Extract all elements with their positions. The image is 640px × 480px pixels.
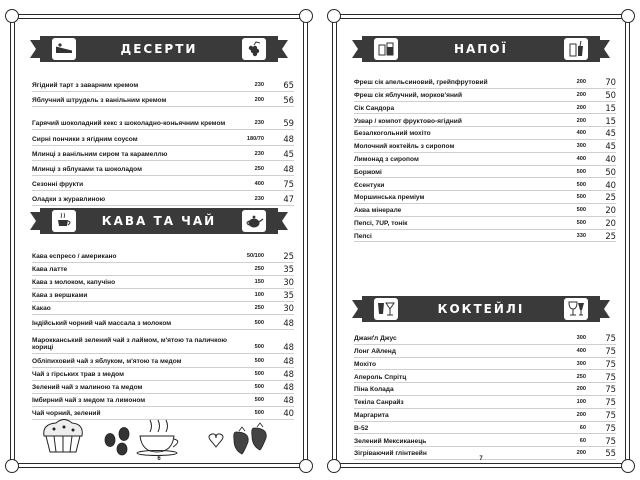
menu-item-price: 75 — [605, 435, 616, 446]
menu-item-weight: 500 — [254, 320, 264, 327]
menu-item-name: Моршинська преміум — [354, 194, 425, 202]
menu-item-price: 48 — [283, 355, 294, 366]
menu-item-price: 75 — [605, 346, 616, 356]
coffee-tea-banner — [40, 208, 278, 234]
menu-item-name: Єсентуки — [354, 181, 385, 189]
menu-item-weight: 200 — [576, 386, 586, 393]
menu-item-name: Яблучний штрудель з ванільним кремом — [32, 97, 167, 105]
menu-item-price: 55 — [605, 448, 616, 459]
menu-item-row — [354, 114, 616, 127]
menu-item-name: Ягідний тарт з заварним кремом — [32, 81, 139, 89]
menu-item-weight: 100 — [254, 292, 264, 299]
menu-item-row — [32, 315, 294, 330]
teacup-illustration — [137, 420, 178, 456]
menu-item-weight: 500 — [254, 344, 264, 351]
strawberries-illustration — [234, 423, 267, 454]
menu-item-price: 50 — [605, 90, 616, 100]
menu-item-name: Чай з гірських трав з медом — [32, 370, 124, 378]
menu-item-price: 30 — [283, 303, 294, 314]
menu-item-weight: 250 — [576, 373, 586, 380]
menu-item-name: Кава латте — [32, 266, 68, 274]
menu-item-price: 20 — [605, 217, 616, 228]
menu-item-weight: 300 — [576, 335, 586, 342]
coffee-beans-illustration — [105, 428, 129, 456]
menu-item-row — [354, 217, 616, 230]
menu-item-name: Узвар / компот фруктово-ягідний — [354, 117, 462, 125]
menu-item-weight: 230 — [254, 195, 264, 202]
menu-item-weight: 200 — [576, 104, 586, 111]
menu-item-price: 15 — [605, 115, 616, 126]
menu-item-row — [32, 289, 294, 302]
menu-item-row — [32, 354, 294, 368]
menu-item-name: Млинці з ванільним сиром та карамеллю — [32, 150, 168, 158]
menu-item-price: 75 — [605, 384, 616, 395]
menu-item-name: Мохіто — [354, 360, 377, 368]
menu-item-row — [354, 191, 616, 204]
menu-item-weight: 400 — [576, 348, 586, 354]
menu-item-row — [32, 330, 294, 354]
menu-item-price: 15 — [605, 102, 616, 113]
menu-item-weight: 200 — [576, 411, 586, 418]
menu-item-weight: 500 — [576, 194, 586, 201]
menu-item-row — [354, 166, 616, 179]
page-number: 7 — [479, 456, 483, 462]
menu-item-name: Сезонні фрукти — [32, 180, 84, 188]
menu-item-weight: 500 — [254, 396, 264, 403]
menu-item-price: 25 — [605, 192, 616, 203]
menu-item-weight: 330 — [576, 232, 586, 239]
menu-item-row — [354, 422, 616, 435]
frame-corner-ornament — [621, 9, 635, 23]
menu-item-row — [32, 176, 294, 191]
menu-item-weight: 400 — [576, 155, 586, 162]
frame-corner-ornament — [327, 9, 341, 23]
heart-illustration — [209, 434, 223, 447]
frame-corner-ornament — [5, 9, 19, 23]
menu-item-row — [354, 434, 616, 447]
menu-item-weight: 500 — [576, 168, 586, 175]
menu-item-name: Фреш сік апельсиновий, грейпфрутовий — [354, 79, 488, 87]
menu-item-row — [354, 396, 616, 409]
menu-item-row — [354, 89, 616, 102]
cake-slice-icon — [52, 38, 76, 60]
menu-item-name: Зігріваючий глінтвейн — [354, 450, 427, 458]
menu-item-row — [32, 250, 294, 263]
glass-jar-icon — [374, 38, 398, 60]
menu-item-name: Кава з вершками — [32, 292, 88, 300]
menu-item-row — [354, 370, 616, 383]
menu-item-row — [32, 191, 294, 206]
menu-item-weight: 100 — [576, 399, 586, 406]
menu-item-price: 75 — [605, 358, 616, 369]
menu-item-name: Какао — [32, 305, 51, 313]
menu-item-name: Кава еспресо / американо — [32, 253, 117, 261]
menu-item-name: Зелений чай з малиною та медом — [32, 383, 143, 391]
menu-item-weight: 60 — [579, 437, 586, 444]
menu-item-price: 40 — [283, 407, 294, 418]
menu-item-row — [32, 146, 294, 161]
menu-item-price: 48 — [283, 133, 294, 144]
menu-item-price: 48 — [283, 381, 294, 392]
desserts-list — [32, 76, 294, 206]
menu-item-price: 65 — [283, 79, 294, 90]
menu-item-name: Марокканський зелений чай з лаймом, м'ятою та паличкою кориці — [32, 336, 227, 352]
menu-item-row — [32, 161, 294, 176]
menu-item-price: 35 — [283, 264, 294, 275]
menu-item-name: Безалкогольний мохіто — [354, 130, 431, 138]
menu-item-price: 75 — [605, 409, 616, 420]
menu-item-weight: 500 — [254, 383, 264, 390]
menu-item-name: Кава з молоком, капучіно — [32, 279, 116, 287]
menu-item-name: Млинці з яблуками та шоколадом — [32, 165, 142, 173]
menu-item-price: 75 — [605, 397, 616, 408]
menu-item-name: Гарячий шоколадний кекс з шоколадно-коньячним кремом — [32, 120, 226, 128]
menu-item-price: 48 — [283, 394, 294, 405]
menu-item-price: 75 — [283, 178, 294, 189]
menu-item-row — [354, 76, 616, 89]
menu-item-price: 75 — [605, 333, 616, 344]
menu-item-name: Лонг Айленд — [354, 348, 396, 355]
menu-item-row — [354, 127, 616, 140]
menu-page-right — [332, 14, 630, 468]
teapot-icon — [242, 210, 266, 232]
menu-item-price: 20 — [605, 205, 616, 216]
juice-pitcher-icon — [564, 38, 588, 60]
food-illustrations — [36, 414, 282, 456]
menu-item-weight: 500 — [576, 207, 586, 214]
menu-item-name: Обліпиховий чай з яблуком, м'ятою та медом — [32, 357, 182, 365]
menu-item-price: 40 — [605, 153, 616, 164]
menu-item-weight: 230 — [254, 81, 264, 88]
menu-item-weight: 50/100 — [246, 253, 264, 260]
section-title: КАВА ТА ЧАЙ — [101, 214, 217, 228]
menu-item-name: Фреш сік яблучний, морков'яний — [354, 92, 463, 99]
menu-item-name: Чай чорний, зелений — [32, 409, 101, 417]
wine-glass-icon — [564, 298, 588, 320]
menu-item-row — [32, 76, 294, 92]
menu-item-name: Піна Колада — [354, 386, 394, 394]
menu-item-row — [354, 153, 616, 166]
menu-item-row — [354, 383, 616, 396]
menu-item-price: 75 — [605, 422, 616, 433]
menu-item-weight: 300 — [576, 360, 586, 367]
menu-item-name: Пепсі — [354, 232, 372, 240]
cocktails-list — [354, 332, 616, 460]
menu-item-price: 48 — [283, 318, 294, 329]
menu-item-name: Зелений Мексиканець — [354, 437, 427, 445]
menu-item-weight: 230 — [254, 120, 264, 127]
menu-item-price: 45 — [605, 141, 616, 152]
menu-item-price: 30 — [283, 277, 294, 288]
menu-item-weight: 400 — [254, 180, 264, 187]
menu-item-name: Лимонад з сиропом — [354, 155, 419, 163]
coffee-cup-icon — [52, 210, 76, 232]
menu-item-name: Індійський чорний чай массала з молоком — [32, 320, 172, 328]
menu-item-row — [354, 409, 616, 422]
menu-item-row — [354, 178, 616, 191]
menu-item-name: Аква мінерале — [354, 207, 402, 215]
menu-item-price: 35 — [283, 290, 294, 301]
cocktails-banner — [362, 296, 600, 322]
menu-item-weight: 230 — [254, 150, 264, 157]
menu-item-price: 47 — [283, 193, 294, 204]
menu-item-row — [354, 345, 616, 358]
menu-item-weight: 200 — [576, 450, 586, 457]
menu-item-name: Маргарита — [354, 411, 389, 419]
menu-item-row — [32, 107, 294, 130]
grapes-icon — [242, 38, 266, 60]
menu-item-weight: 250 — [254, 305, 264, 312]
menu-item-row — [32, 394, 294, 407]
menu-item-weight: 250 — [254, 266, 264, 273]
menu-item-row — [354, 140, 616, 153]
menu-item-row — [32, 263, 294, 276]
menu-item-row — [32, 130, 294, 146]
cocktail-glass-icon — [374, 298, 398, 320]
menu-item-name: Імбирний чай з медом та лимоном — [32, 396, 146, 404]
drinks-banner — [362, 36, 600, 62]
menu-item-price: 45 — [283, 148, 294, 159]
menu-item-weight: 200 — [576, 92, 586, 98]
menu-item-row — [32, 92, 294, 108]
frame-corner-ornament — [299, 9, 313, 23]
menu-item-name: Текіла Санрайз — [354, 399, 404, 407]
section-title: ДЕСЕРТИ — [120, 42, 198, 56]
menu-item-row — [354, 230, 616, 243]
menu-item-price: 40 — [605, 179, 616, 190]
menu-page-left — [10, 14, 308, 468]
menu-item-weight: 500 — [576, 181, 586, 188]
menu-item-weight: 200 — [576, 117, 586, 124]
menu-item-weight: 500 — [576, 219, 586, 226]
menu-item-price: 59 — [283, 118, 294, 129]
menu-item-weight: 60 — [579, 424, 586, 431]
menu-item-price: 25 — [283, 251, 294, 262]
menu-item-row — [354, 358, 616, 371]
menu-item-weight: 250 — [254, 165, 264, 172]
menu-item-price: 56 — [283, 95, 294, 106]
menu-item-price: 50 — [605, 166, 616, 177]
menu-item-price: 48 — [283, 163, 294, 174]
page-number: 6 — [157, 456, 161, 462]
section-title: КОКТЕЙЛІ — [437, 302, 525, 316]
menu-item-price: 48 — [283, 342, 294, 353]
menu-item-name: Боржомі — [354, 168, 382, 176]
menu-item-weight: 300 — [576, 143, 586, 150]
menu-item-weight: 500 — [254, 370, 264, 377]
menu-item-name: Джанґл Джус — [354, 335, 397, 343]
menu-item-name: Молочний коктейль з сиропом — [354, 143, 455, 151]
menu-item-name: Сирні пончики з ягідним соусом — [32, 135, 138, 143]
menu-item-price: 45 — [605, 128, 616, 139]
menu-item-name: Пепсі, 7UP, тонік — [354, 219, 408, 227]
cupcake-illustration — [44, 420, 83, 453]
menu-item-name: Оладки з журавлиною — [32, 195, 106, 203]
menu-item-row — [354, 102, 616, 115]
menu-item-price: 25 — [605, 230, 616, 241]
menu-item-price: 48 — [283, 368, 294, 379]
menu-item-name: B-52 — [354, 424, 369, 432]
menu-item-weight: 150 — [254, 279, 264, 286]
menu-item-weight: 200 — [576, 79, 586, 86]
menu-item-row — [32, 381, 294, 394]
menu-item-row — [354, 204, 616, 217]
menu-item-row — [32, 276, 294, 289]
menu-item-weight: 500 — [254, 357, 264, 364]
menu-item-row — [32, 302, 294, 315]
menu-item-row — [354, 332, 616, 345]
menu-item-name: Апероль Спрітц — [354, 373, 407, 381]
menu-item-weight: 200 — [254, 97, 264, 104]
section-title: НАПОЇ — [453, 42, 509, 56]
menu-item-weight: 180/70 — [246, 135, 264, 142]
menu-item-row — [32, 368, 294, 381]
menu-item-price: 70 — [605, 77, 616, 88]
menu-item-weight: 500 — [254, 409, 264, 416]
coffee-tea-list — [32, 250, 294, 420]
menu-item-name: Сік Сандора — [354, 104, 395, 112]
drinks-list — [354, 76, 616, 242]
menu-item-price: 75 — [605, 371, 616, 382]
desserts-banner — [40, 36, 278, 62]
menu-item-weight: 400 — [576, 130, 586, 137]
